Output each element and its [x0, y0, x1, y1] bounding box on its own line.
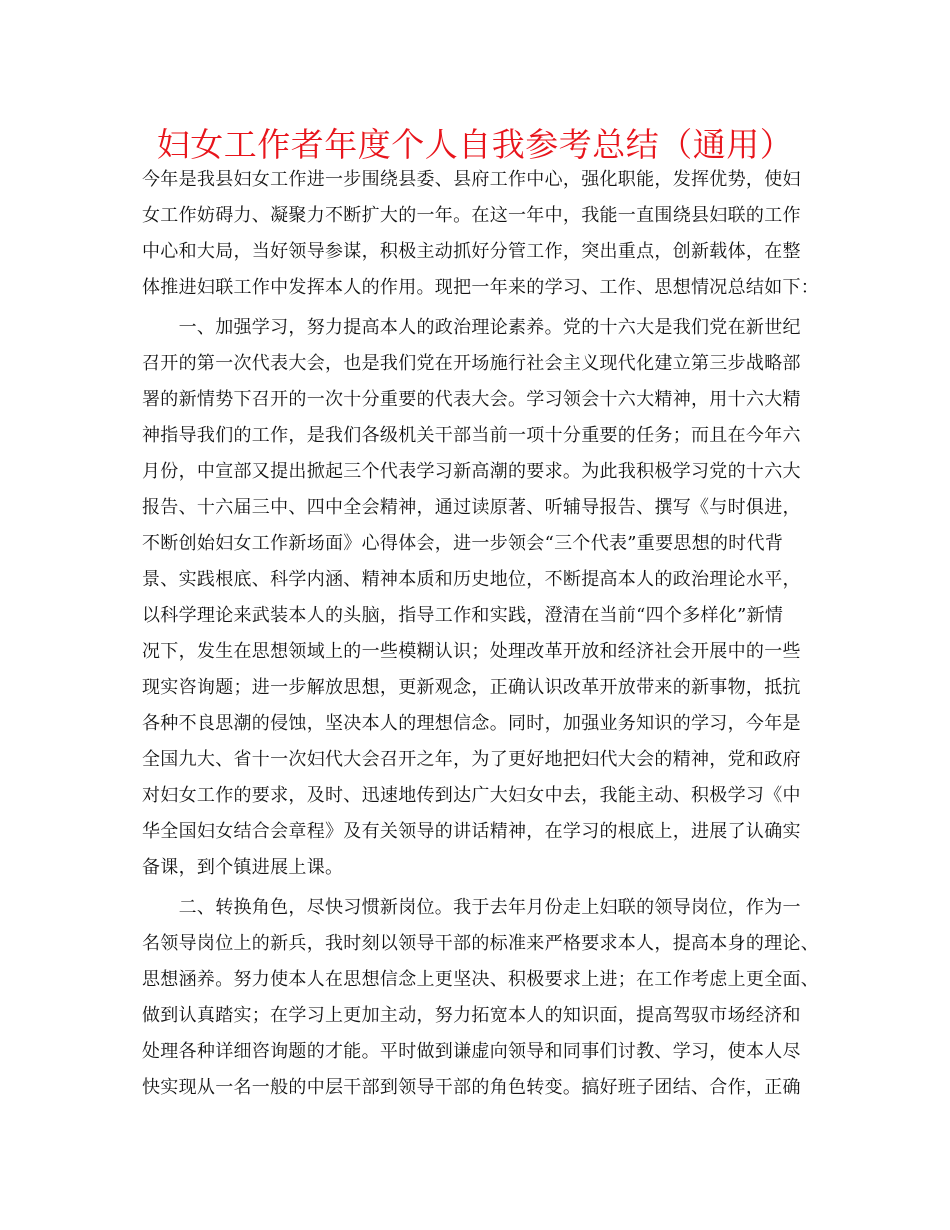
text-line: 神指导我们的工作，是我们各级机关干部当前一项十分重要的任务；而且在今年六: [142, 425, 801, 446]
text-line: 一、加强学习，努力提高本人的政治理论素养。党的十六大是我们党在新世纪: [142, 317, 801, 338]
text-line: 做到认真踏实；在学习上更加主动，努力拓宽本人的知识面，提高驾驭市场经济和: [142, 1005, 801, 1026]
text-line: 女工作妨碍力、凝聚力不断扩大的一年。在这一年中，我能一直围绕县妇联的工作: [142, 205, 801, 226]
text-line: 体推进妇联工作中发挥本人的作用。现把一年来的学习、工作、思想情况总结如下：: [142, 277, 820, 298]
paragraph-section-2: [142, 890, 822, 1106]
text-line: 今年是我县妇女工作进一步围绕县委、县府工作中心，强化职能，发挥优势，使妇: [142, 169, 801, 190]
text-line: 召开的第一次代表大会，也是我们党在开场施行社会主义现代化建立第三步战略部: [142, 353, 801, 374]
text-line: 况下，发生在思想领域上的一些模糊认识；处理改革开放和经济社会开展中的一些: [142, 641, 801, 662]
text-line: 全国九大、省十一次妇代大会召开之年，为了更好地把妇代大会的精神，党和政府: [142, 749, 801, 770]
text-line: 对妇女工作的要求，及时、迅速地传到达广大妇女中去，我能主动、积极学习《中: [142, 785, 801, 806]
text-line: 署的新情势下召开的一次十分重要的代表大会。学习领会十六大精神，用十六大精: [142, 389, 801, 410]
text-line: 处理各种详细咨询题的才能。平时做到谦虚向领导和同事们讨教、学习，使本人尽: [142, 1041, 801, 1062]
paragraph-intro: [142, 162, 822, 306]
text-line: 二、转换角色，尽快习惯新岗位。我于去年月份走上妇联的领导岗位，作为一: [142, 897, 801, 918]
text-line: 各种不良思潮的侵蚀，坚决本人的理想信念。同时，加强业务知识的学习，今年是: [142, 713, 801, 734]
text-line: 报告、十六届三中、四中全会精神，通过读原著、听辅导报告、撰写《与时俱进，: [142, 497, 801, 518]
text-line: 中心和大局，当好领导参谋，积极主动抓好分管工作，突出重点，创新载体，在整: [142, 241, 801, 262]
text-line: 不断创始妇女工作新场面》心得体会，进一步领会“三个代表”重要思想的时代背: [142, 533, 784, 554]
document-body: [142, 162, 822, 1106]
paragraph-section-1: [142, 310, 822, 886]
text-line: 思想涵养。努力使本人在思想信念上更坚决、积极要求上进；在工作考虑上更全面、: [142, 969, 820, 990]
text-line: 华全国妇女结合会章程》及有关领导的讲话精神，在学习的根底上，进展了认确实: [142, 821, 801, 842]
document-title: 妇女工作者年度个人自我参考总结（通用）: [156, 125, 794, 164]
text-line: 月份，中宣部又提出掀起三个代表学习新高潮的要求。为此我积极学习党的十六大: [142, 461, 801, 482]
text-line: 现实咨询题；进一步解放思想，更新观念，正确认识改革开放带来的新事物，抵抗: [142, 677, 801, 698]
text-line: 名领导岗位上的新兵，我时刻以领导干部的标准来严格要求本人，提高本身的理论、: [142, 933, 820, 954]
text-line: 景、实践根底、科学内涵、精神本质和历史地位，不断提高本人的政治理论水平，: [142, 569, 801, 590]
text-line: 快实现从一名一般的中层干部到领导干部的角色转变。搞好班子团结、合作，正确: [142, 1077, 801, 1098]
text-line: 备课，到个镇进展上课。: [142, 857, 344, 878]
text-line: 以科学理论来武装本人的头脑，指导工作和实践，澄清在当前“四个多样化”新情: [142, 605, 784, 626]
